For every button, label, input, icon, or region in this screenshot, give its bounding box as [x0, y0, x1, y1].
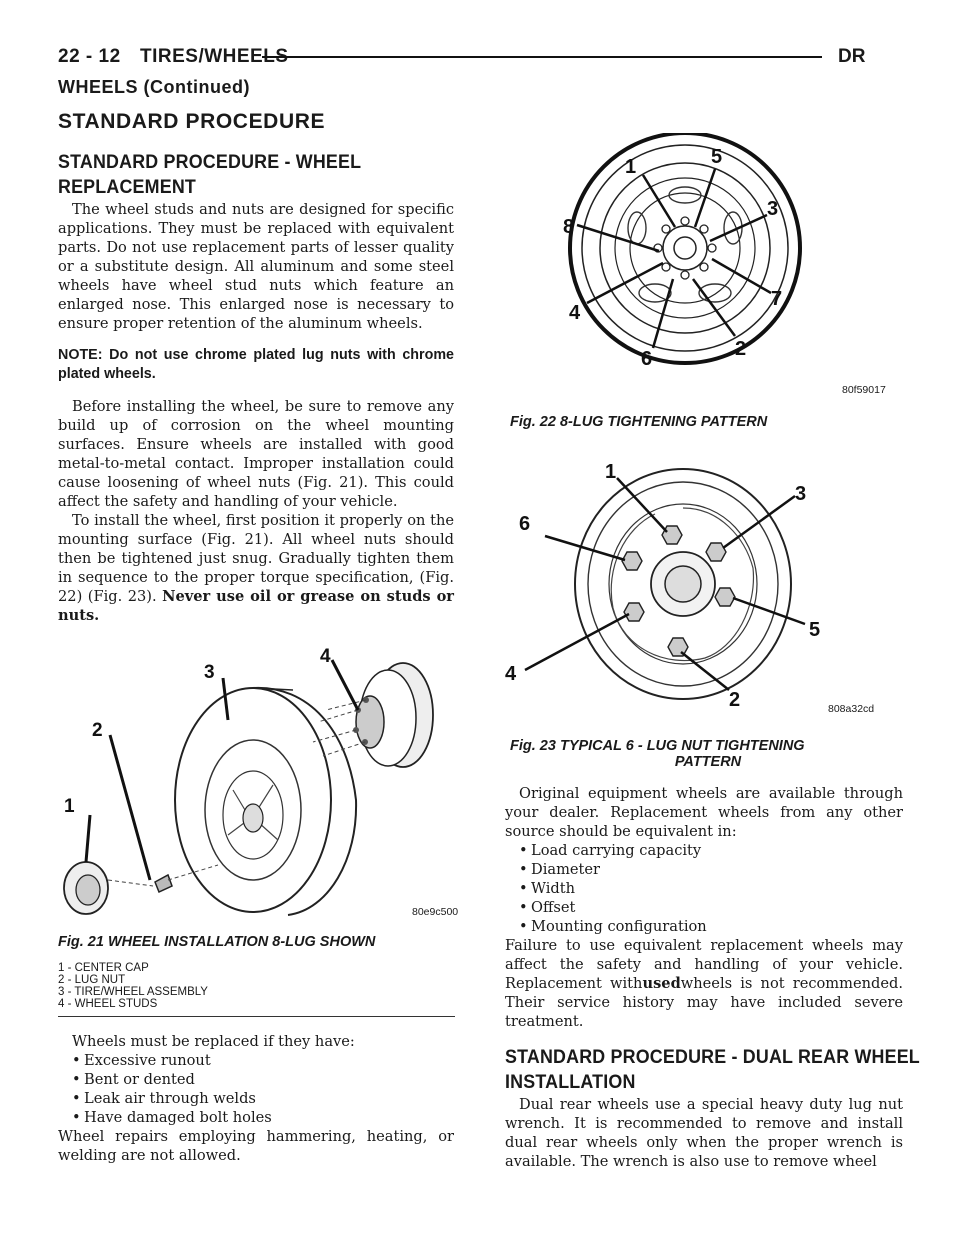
- replace-section: [58, 1032, 454, 1165]
- fig23-callout-3: 3: [795, 483, 807, 505]
- section2-body: [505, 1095, 903, 1171]
- continued-heading: WHEELS (Continued): [58, 77, 250, 97]
- page-number: 22 - 12: [58, 46, 121, 67]
- fig22-callout-6: 6: [641, 348, 653, 370]
- fig22-callout-3: 3: [767, 198, 779, 220]
- fig23-callout-1: 1: [605, 461, 617, 483]
- fig21-callout-4: 4: [320, 646, 331, 667]
- fig23-callout-2: 2: [729, 689, 741, 708]
- fig22-callout-5: 5: [711, 146, 723, 168]
- replace-list: [72, 1051, 454, 1127]
- fig23-illustration: [505, 448, 905, 708]
- fig21-illustration: [58, 640, 458, 930]
- oem-intro: Original equipment wheels are available through your dealer. Replacement wheels from any other source should be equivalent in:: [505, 785, 903, 840]
- list-item: • Width: [519, 879, 903, 898]
- list-item: • Mounting configuration: [519, 917, 903, 936]
- para-dual: Dual rear wheels use a special heavy duty lug nut wrench. It is recommended to remove and install dual rear wheels only when the proper wrench is available. The wrench is also use to remove wheel: [505, 1096, 903, 1170]
- note: NOTE: Do not use chrome plated lug nuts with chrome plated wheels.: [58, 347, 454, 382]
- fig22-illustration: [505, 133, 905, 403]
- fig21-legend: 1 - CENTER CAP 2 - LUG NUT 3 - TIRE/WHEEL ASSEMBLY 4 - WHEEL STUDS: [58, 962, 208, 1010]
- fig22-callout-1: 1: [625, 156, 637, 178]
- list-item: • Offset: [519, 898, 903, 917]
- list-item: • Excessive runout: [72, 1051, 454, 1070]
- oem-list: [519, 841, 903, 936]
- fig23-code: 808a32cd: [828, 703, 875, 715]
- fig22-callout-2: 2: [735, 338, 747, 360]
- para-corrosion: Before installing the wheel, be sure to remove any build up of corrosion on the wheel mounting surfaces. Ensure wheels are installed with good metal-to-metal contact. Improper installation could cause loosening of wheel nuts (Fig. 21). This could affect the safety and handling of your vehicle.: [58, 398, 454, 510]
- list-item: • Leak air through welds: [72, 1089, 454, 1108]
- fig22-callout-4: 4: [569, 302, 581, 324]
- replace-intro: Wheels must be replaced if they have:: [72, 1033, 355, 1050]
- fig21-callout-2: 2: [92, 720, 103, 741]
- list-item: • Have damaged bolt holes: [72, 1108, 454, 1127]
- oem-section: [505, 784, 903, 1031]
- fig21-caption: Fig. 21 WHEEL INSTALLATION 8-LUG SHOWN: [58, 934, 376, 950]
- fig23-callout-6: 6: [519, 513, 531, 535]
- fig22-callout-7: 7: [771, 288, 783, 310]
- replace-outro: Wheel repairs employing hammering, heating, or welding are not allowed.: [58, 1128, 454, 1164]
- header-rule: [262, 56, 822, 58]
- fig22-caption: Fig. 22 8-LUG TIGHTENING PATTERN: [510, 414, 768, 430]
- fig23-callout-5: 5: [809, 619, 821, 641]
- list-item: • Load carrying capacity: [519, 841, 903, 860]
- fig21-code: 80e9c500: [412, 906, 459, 918]
- fig22-callout-8: 8: [563, 216, 575, 238]
- section-title: TIRES/WHEELS: [140, 46, 289, 67]
- section1-heading: STANDARD PROCEDURE - WHEEL REPLACEMENT: [58, 152, 362, 198]
- section1-body: [58, 200, 454, 625]
- section2-heading: STANDARD PROCEDURE - DUAL REAR WHEEL INSTALLATION: [505, 1047, 920, 1093]
- fig21-callout-1: 1: [64, 796, 75, 817]
- oem-para: Failure to use equivalent replacement wheels may affect the safety and handling of your vehicle. Replacement withusedwheels is not recommended. Their service history may have included severe treatment.: [505, 937, 903, 1030]
- fig23-callout-4: 4: [505, 663, 517, 685]
- main-heading: STANDARD PROCEDURE: [58, 110, 326, 133]
- para-install: To install the wheel, first position it properly on the mounting surface (Fig. 21). All wheel nuts should then be tightened just snug. Gradually tighten them in sequence to the proper torque specification, (Fig. 22) (Fig. 23). Never use oil or grease on studs or nuts.: [58, 512, 454, 624]
- fig22-code: 80f59017: [842, 384, 886, 396]
- fig21-callout-3: 3: [204, 662, 215, 683]
- para-studs: The wheel studs and nuts are designed for specific applications. They must be replaced with equivalent parts. Do not use replacement parts of lesser quality or a substitute design. All aluminum and some steel wheels have wheel stud nuts which feature an enlarged nose. This enlarged nose is necessary to ensure proper retention of the aluminum wheels.: [58, 201, 454, 332]
- list-item: • Diameter: [519, 860, 903, 879]
- fig21-rule: [58, 1016, 455, 1017]
- fig23-caption: Fig. 23 TYPICAL 6 - LUG NUT TIGHTENING PATTERN: [510, 738, 805, 770]
- list-item: • Bent or dented: [72, 1070, 454, 1089]
- model-code: DR: [838, 46, 866, 67]
